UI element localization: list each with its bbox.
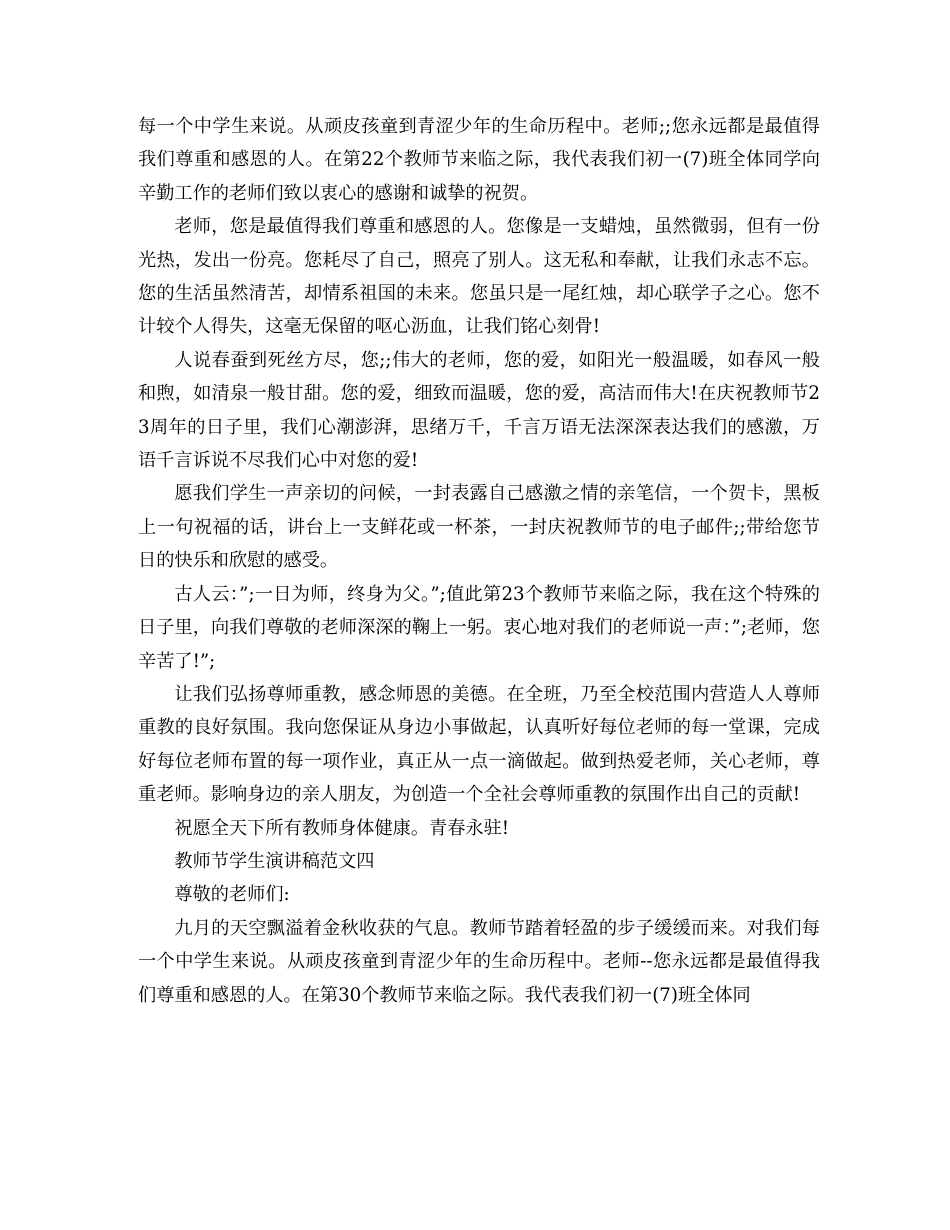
paragraph-1: 每一个中学生来说。从顽皮孩童到青涩少年的生命历程中。老师;;您永远都是最值得我们尊重和感恩的人。在第22个教师节来临之际，我代表我们初一(7)班全体同学向辛勤工作的老师们致以衷心的感谢和诚挚的祝贺。: [138, 116, 820, 204]
paragraph-10: 九月的天空飘溢着金秋收获的气息。教师节踏着轻盈的步子缓缓而来。对我们每一个中学生来说。从顽皮孩童到青涩少年的生命历程中。老师--您永远都是最值得我们尊重和感恩的人。在第30个教师节来临之际。我代表我们初一(7)班全体同: [138, 917, 820, 1006]
paragraph-6: 让我们弘扬尊师重教，感念师恩的美德。在全班，乃至全校范围内营造人人尊师重教的良好氛围。我向您保证从身边小事做起，认真听好每位老师的每一堂课，完成好每位老师布置的每一项作业，真正从一点一滴做起。做到热爱老师，关心老师，尊重老师。影响身边的亲人朋友，为创造一个全社会尊师重教的氛围作出自己的贡献!: [138, 683, 820, 806]
paragraph-5: 古人云：”;一日为师，终身为父。”;值此第23个教师节来临之际，我在这个特殊的日子里，向我们尊敬的老师深深的鞠上一躬。衷心地对我们的老师说一声：”;老师，您辛苦了!”;: [138, 583, 820, 672]
paragraph-7: 祝愿全天下所有教师身体健康。青春永驻!: [174, 817, 510, 839]
paragraph-3: 人说春蚕到死丝方尽，您;;伟大的老师，您的爱，如阳光一般温暖，如春风一般和煦，如清泉一般甘甜。您的爱，细致而温暖，您的爱，高洁而伟大!在庆祝教师节23周年的日子里，我们心潮澎湃，思绪万千，千言万语无法深深表达我们的感激，万语千言诉说不尽我们心中对您的爱!: [138, 349, 820, 472]
paragraph-4: 愿我们学生一声亲切的问候，一封表露自己感激之情的亲笔信，一个贺卡，黑板上一句祝福的话，讲台上一支鲜花或一杯茶，一封庆祝教师节的电子邮件;;带给您节日的快乐和欣慰的感受。: [138, 483, 820, 572]
document-body: [138, 110, 820, 1012]
paragraph-2: 老师，您是最值得我们尊重和感恩的人。您像是一支蜡烛，虽然微弱，但有一份光热，发出一份亮。您耗尽了自己，照亮了别人。这无私和奉献，让我们永志不忘。您的生活虽然清苦，却情系祖国的未来。您虽只是一尾红烛，却心联学子之心。您不计较个人得失，这毫无保留的呕心沥血，让我们铭心刻骨!: [138, 216, 820, 338]
salutation: 尊敬的老师们:: [174, 884, 290, 906]
section-heading: 教师节学生演讲稿范文四: [174, 850, 375, 872]
